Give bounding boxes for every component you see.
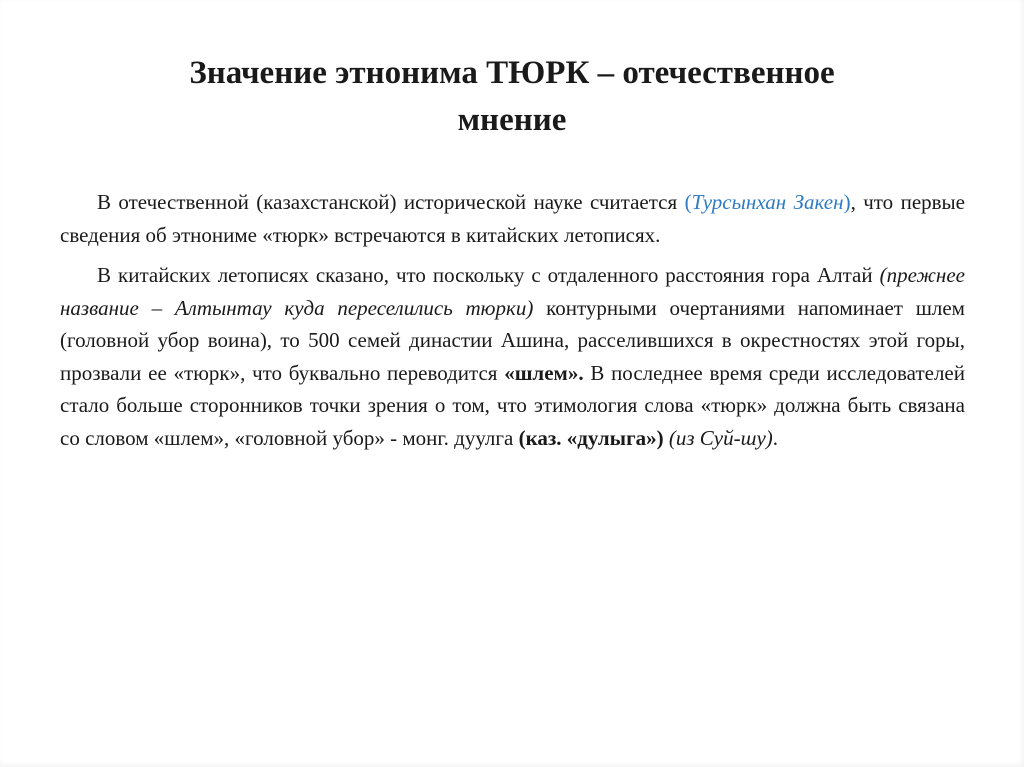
paragraph-2-italic-2: (из Суй-шу) (668, 425, 773, 450)
paragraph-2-text-3: В последнее время среди исследователей стало больше сторонников точки зрения о том, что этимология слова «тюрк» должна быть связана со словом «шлем», «головной убор» - монг. дуулга (60, 360, 965, 450)
title-line-2: мнение (457, 102, 567, 138)
citation-open-paren: ( (684, 190, 692, 214)
paragraph-2-bold-1: «шлем». (504, 360, 584, 385)
slide-body (60, 186, 965, 462)
paragraph-1 (60, 186, 965, 251)
title-line-1: Значение этнонима ТЮРК – отечественное (189, 55, 835, 91)
paragraph-2-bold-2: (каз. «дулыга») (518, 425, 664, 450)
paragraph-2-italic-1: (прежнее название – Алтынтау куда переселились тюрки) (60, 263, 965, 320)
author-link[interactable]: Турсынхан Закен (691, 190, 844, 214)
paragraph-2 (60, 259, 965, 454)
paragraph-1-text-2: , что первые сведения об этнониме «тюрк» встречаются в китайских летописях. (60, 190, 965, 247)
paragraph-2-text-1: В китайских летописях сказано, что поскольку с отдаленного расстояния гора Алтай (97, 263, 880, 287)
citation-close-paren: ) (843, 190, 851, 214)
paragraph-2-text-5: . (772, 425, 779, 450)
paragraph-1-text-1: В отечественной (казахстанской) исторической науке считается (97, 190, 685, 214)
slide-title (60, 50, 964, 144)
paragraph-2-text-2: контурными очертаниями напоминает шлем (головной убор воина), то 500 семей династии Ашина, расселившихся в окрестностях этой горы, прозвали ее «тюрк», что буквально переводится (60, 295, 965, 385)
